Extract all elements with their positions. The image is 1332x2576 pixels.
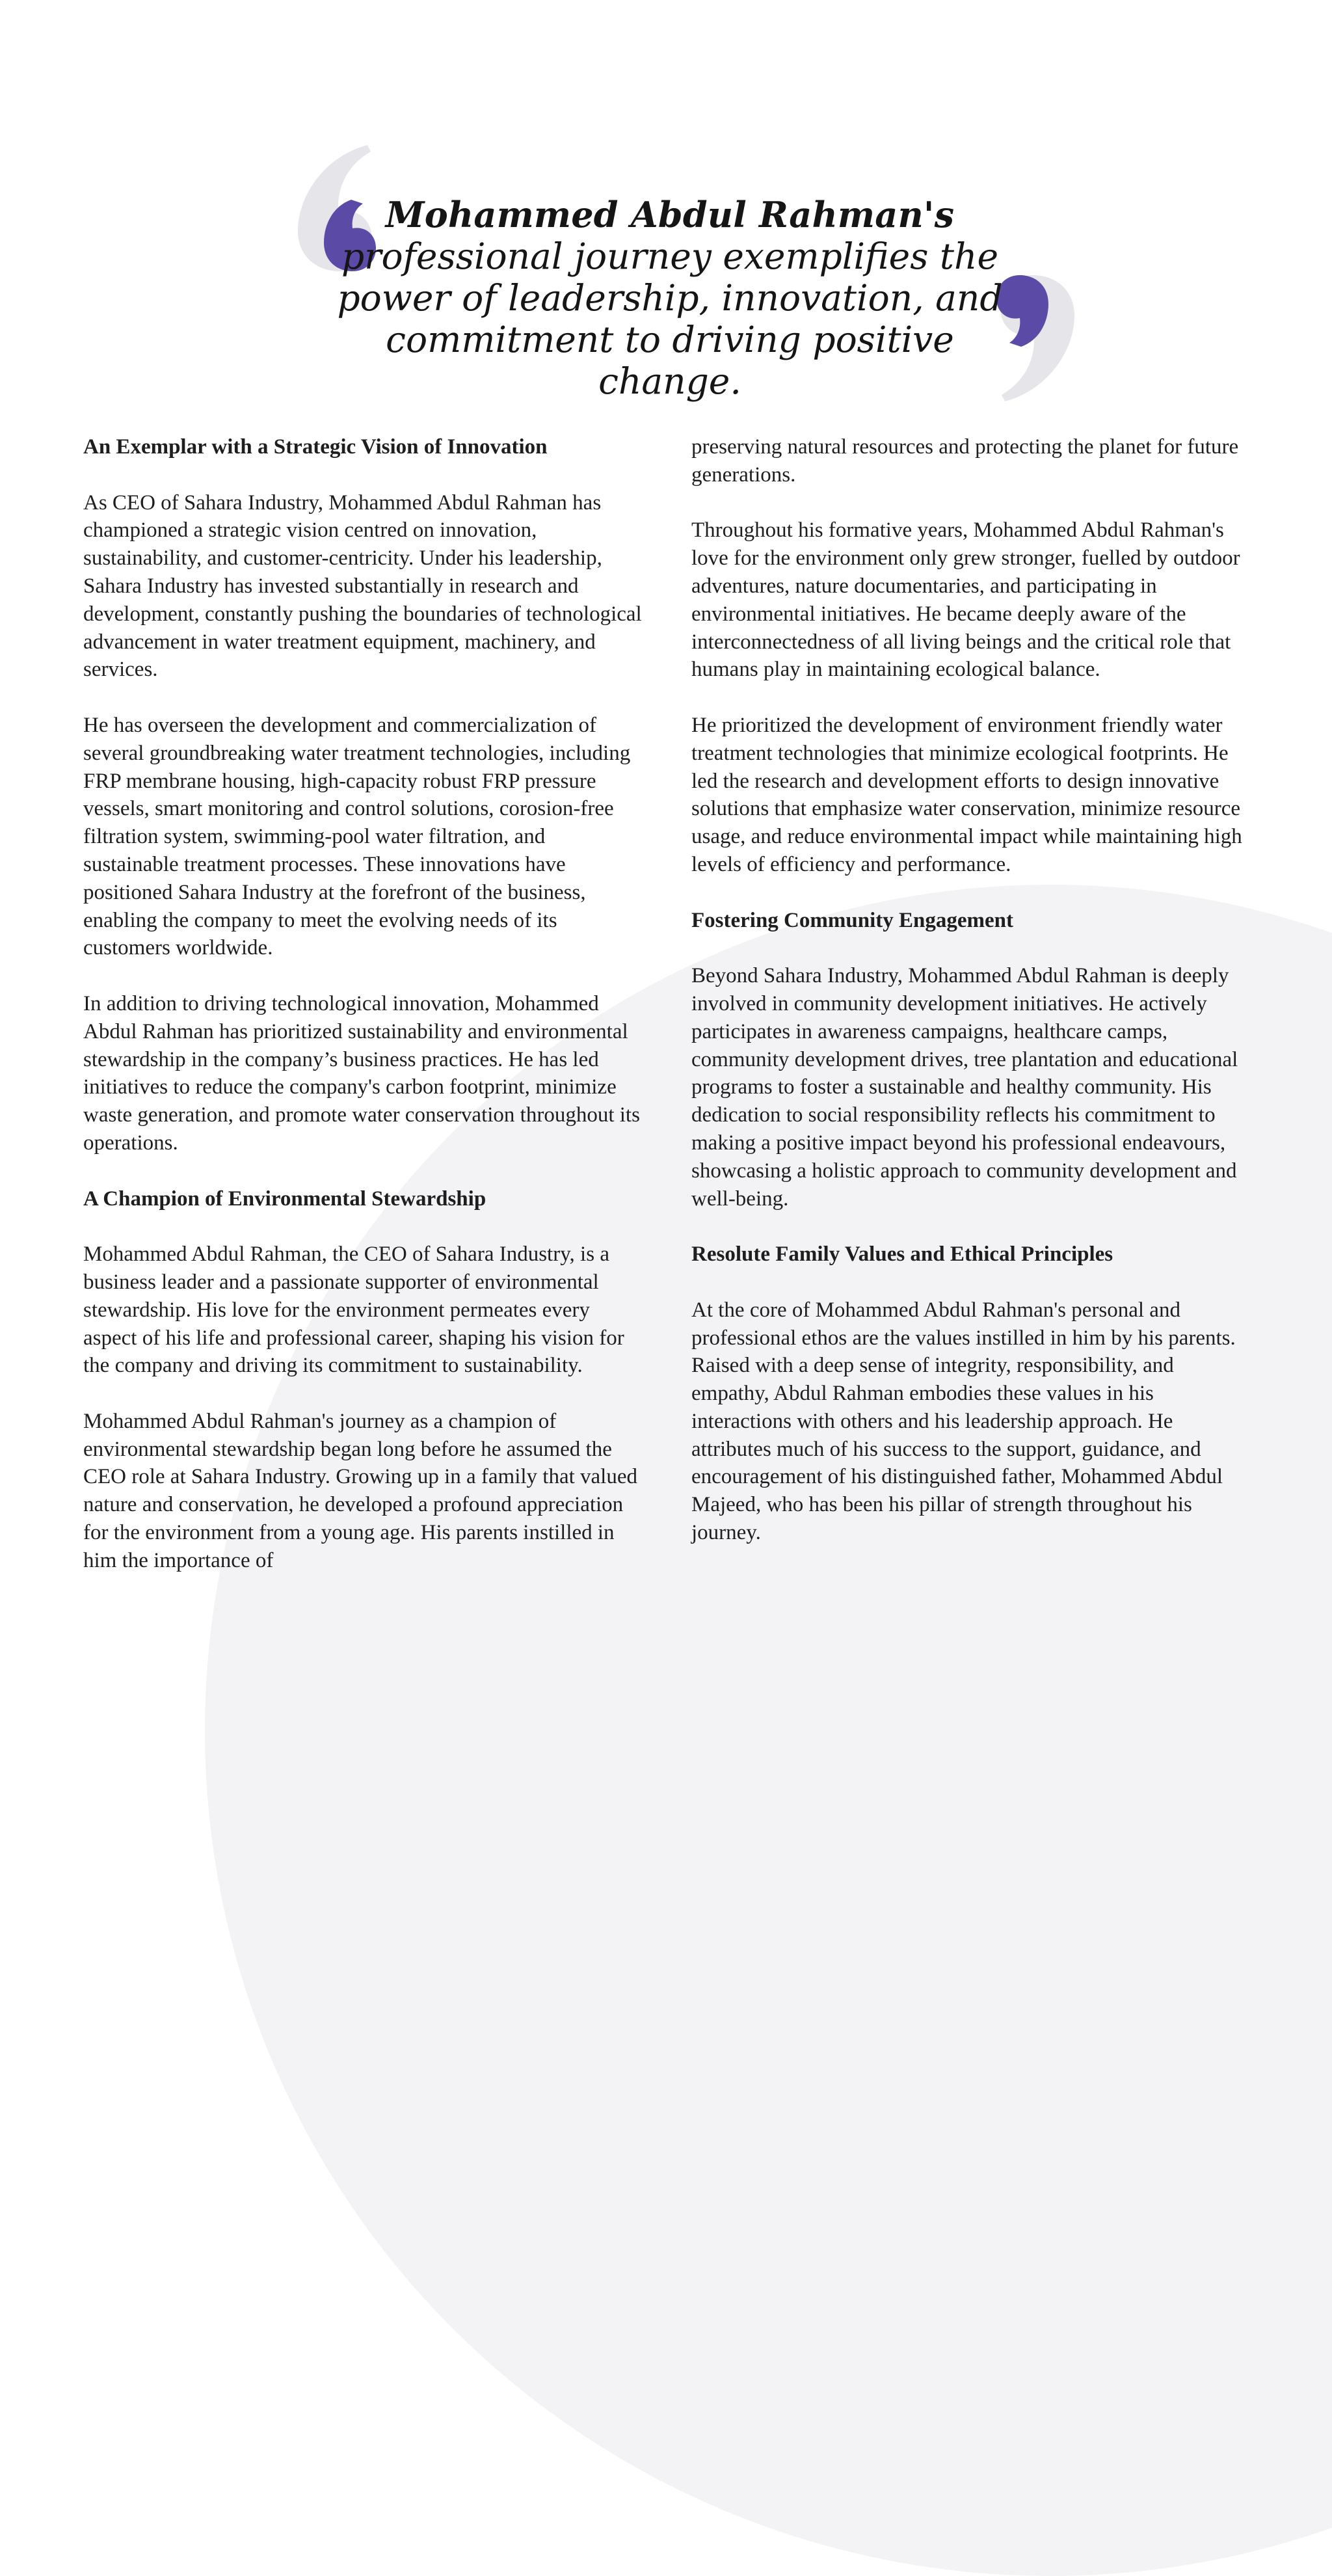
section-heading-community-engagement: Fostering Community Engagement xyxy=(691,908,1013,932)
section-heading-strategic-vision: An Exemplar with a Strategic Vision of Innovation xyxy=(83,435,548,459)
paragraph: As CEO of Sahara Industry, Mohammed Abdul Rahman has championed a strategic vision centred on innovation, sustainability, and customer-centricity. Under his leadership, Sahara Industry has invested substantially in research and development, constantly pushing the boundaries of technological advancement in water treatment equipment, machinery, and services. xyxy=(83,490,642,682)
paragraph: At the core of Mohammed Abdul Rahman's personal and professional ethos are the values instilled in him by his parents. Raised with a deep sense of integrity, responsibility, and empathy, Abdul Rahman embodies these values in his interactions with others and his leadership approach. He attributes much of his success to the support, guidance, and encouragement of his distinguished father, Mohammed Abdul Majeed, who has been his pillar of strength throughout his journey. xyxy=(691,1298,1236,1545)
paragraph: Mohammed Abdul Rahman's journey as a champion of environmental stewardship began long before he assumed the CEO role at Sahara Industry. Growing up in a family that valued nature and conservation, he developed a profound appreciation for the environment from a young age. His parents instilled in him the importance of xyxy=(83,1409,637,1572)
section-heading-environmental-stewardship: A Champion of Environmental Stewardship xyxy=(83,1187,486,1211)
paragraph: Mohammed Abdul Rahman, the CEO of Sahara Industry, is a business leader and a passionate supporter of environmental stewardship. His love for the environment permeates every aspect of his life and professional career, shaping his vision for the company and driving its commitment to sustainability. xyxy=(83,1242,624,1378)
pull-quote-text xyxy=(319,194,1021,402)
pull-quote xyxy=(0,0,1332,416)
paragraph: Beyond Sahara Industry, Mohammed Abdul Rahman is deeply involved in community development initiatives. He actively participates in awareness campaigns, healthcare camps, community development drives, tree plantation and educational programs to foster a sustainable and healthy community. His dedication to social responsibility reflects his commitment to making a positive impact beyond his professional endeavours, showcasing a holistic approach to community development and well-being. xyxy=(691,964,1238,1211)
paragraph: Throughout his formative years, Mohammed Abdul Rahman's love for the environment only grew stronger, fuelled by outdoor adventures, nature documentaries, and participating in environmental initiatives. He became deeply aware of the interconnectedness of all living beings and the critical role that humans play in maintaining ecological balance. xyxy=(691,518,1240,682)
right-column xyxy=(691,433,1251,1575)
section-heading-family-values: Resolute Family Values and Ethical Principles xyxy=(691,1242,1113,1267)
paragraph: He has overseen the development and commercialization of several groundbreaking water treatment technologies, including FRP membrane housing, high-capacity robust FRP pressure vessels, smart monitoring and control solutions, corosion-free filtration system, swimming-pool water filtration, and sustainable treatment processes. These innovations have positioned Sahara Industry at the forefront of the business, enabling the company to meet the evolving needs of its customers worldwide. xyxy=(83,713,631,960)
paragraph: preserving natural resources and protecting the planet for future generations. xyxy=(691,435,1239,487)
paragraph: He prioritized the development of environment friendly water treatment technologies that minimize ecological footprints. He led the research and development efforts to design innovative solutions that emphasize water conservation, minimize resource usage, and reduce environmental impact while maintaining high levels of efficiency and performance. xyxy=(691,713,1242,876)
pull-quote-body: professional journey exemplifies the power of leadership, innovation, and commitment to driving positive change. xyxy=(337,235,1003,402)
left-column xyxy=(83,433,643,1602)
paragraph: In addition to driving technological innovation, Mohammed Abdul Rahman has prioritized sustainability and environmental stewardship in the company’s business practices. He has led initiatives to reduce the company's carbon footprint, minimize waste generation, and promote water conservation throughout its operations. xyxy=(83,991,640,1155)
pull-quote-name: Mohammed Abdul Rahman's xyxy=(385,194,955,235)
